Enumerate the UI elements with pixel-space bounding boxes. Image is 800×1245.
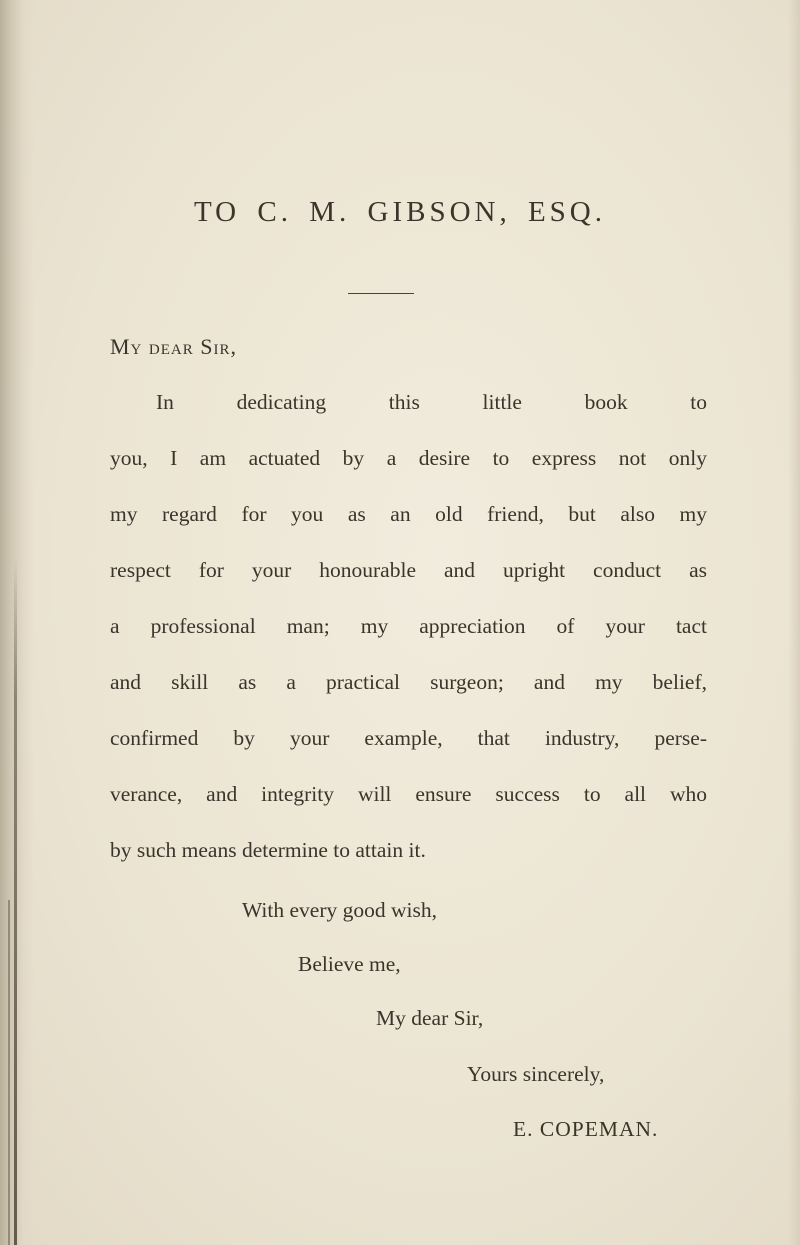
dedication-title: TO C. M. GIBSON, ESQ. bbox=[193, 196, 606, 228]
closing-line: With every good wish, bbox=[242, 898, 437, 922]
body-line: respect for your honourable and upright conduct as bbox=[110, 558, 707, 582]
signature: E. COPEMAN. bbox=[513, 1117, 659, 1141]
page-gutter-shadow bbox=[0, 0, 34, 1245]
binding-edge bbox=[14, 560, 17, 1245]
body-line: by such means determine to attain it. bbox=[110, 838, 426, 862]
body-line: confirmed by your example, that industry, perse- bbox=[110, 726, 707, 750]
closing-line: Yours sincerely, bbox=[467, 1062, 605, 1086]
body-line: my regard for you as an old friend, but also my bbox=[110, 502, 707, 526]
body-line: and skill as a practical surgeon; and my belief, bbox=[110, 670, 707, 694]
body-line: In dedicating this little book to bbox=[156, 390, 707, 414]
body-line: a professional man; my appreciation of your tact bbox=[110, 614, 707, 638]
title-rule bbox=[348, 293, 414, 294]
closing-line: My dear Sir, bbox=[376, 1006, 484, 1030]
binding-edge-secondary bbox=[8, 900, 10, 1245]
body-line: you, I am actuated by a desire to express not only bbox=[110, 446, 707, 470]
page-edge-shadow bbox=[788, 0, 800, 1245]
body-line: verance, and integrity will ensure success to all who bbox=[110, 782, 707, 806]
salutation: My dear Sir, bbox=[110, 334, 237, 359]
closing-line: Believe me, bbox=[298, 952, 401, 976]
